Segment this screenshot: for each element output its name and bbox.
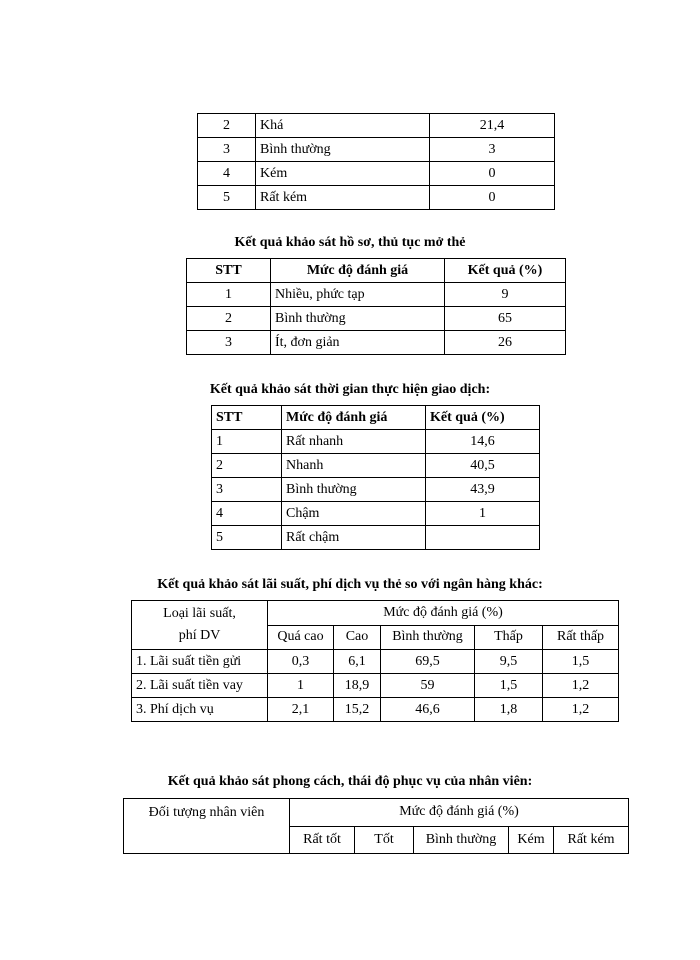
value-cell: 15,2 [334,698,381,722]
stt-cell: 3 [198,138,256,162]
value-cell: 1,8 [475,698,543,722]
table-row [198,186,555,210]
label-cell: Bình thường [256,138,430,162]
label-cell: 3. Phí dịch vụ [132,698,268,722]
value-cell: 21,4 [430,114,555,138]
table-header-row [187,259,566,283]
column-header: Rất thấp [543,625,619,650]
header-group: Mức độ đánh giá (%) [290,799,629,827]
column-header: Tốt [355,826,414,854]
table-row [132,698,619,722]
table-row [212,478,540,502]
table-row [187,331,566,355]
column-header: Kém [509,826,554,854]
header-result: Kết quả (%) [426,406,540,430]
table-row [187,283,566,307]
header-level: Mức độ đánh giá [271,259,445,283]
value-cell: 14,6 [426,430,540,454]
table-row [212,526,540,550]
label-cell: Chậm [282,502,426,526]
table4-title: Kết quả khảo sát lãi suất, phí dịch vụ thẻ so với ngân hàng khác: [157,577,543,592]
stt-cell: 4 [198,162,256,186]
value-cell: 18,9 [334,674,381,698]
column-header: Rất tốt [290,826,355,854]
label-cell: Rất kém [256,186,430,210]
value-cell: 59 [381,674,475,698]
label-cell: Kém [256,162,430,186]
value-cell: 1,2 [543,698,619,722]
value-cell: 40,5 [426,454,540,478]
column-header: Cao [334,625,381,650]
value-cell: 1 [268,674,334,698]
stt-cell: 3 [187,331,271,355]
label-cell: 1. Lãi suất tiền gửi [132,650,268,674]
header-group: Mức độ đánh giá (%) [268,601,619,626]
header-stt: STT [187,259,271,283]
value-cell: 3 [430,138,555,162]
value-cell: 9,5 [475,650,543,674]
table-row [132,650,619,674]
table-row [198,162,555,186]
table-header-row [132,601,619,626]
header-type [132,601,268,650]
table-row [187,307,566,331]
label-cell: Rất chậm [282,526,426,550]
stt-cell: 2 [198,114,256,138]
header-level: Mức độ đánh giá [282,406,426,430]
label-cell: Rất nhanh [282,430,426,454]
value-cell: 2,1 [268,698,334,722]
value-cell: 26 [445,331,566,355]
table-row [132,674,619,698]
table-row [212,454,540,478]
stt-cell: 2 [212,454,282,478]
value-cell: 1,2 [543,674,619,698]
stt-cell: 2 [187,307,271,331]
stt-cell: 5 [212,526,282,550]
header-stt: STT [212,406,282,430]
stt-cell: 3 [212,478,282,502]
label-cell: Ít, đơn giản [271,331,445,355]
table-transaction-time [211,405,540,550]
value-cell: 0,3 [268,650,334,674]
stt-cell: 1 [187,283,271,307]
table-row [198,114,555,138]
table-header-row [212,406,540,430]
header-type-line2: phí DV [178,628,221,643]
table2-title: Kết quả khảo sát hồ sơ, thủ tục mở thẻ [234,235,466,250]
table-rating-continued [197,113,555,210]
value-cell [426,526,540,550]
value-cell: 69,5 [381,650,475,674]
label-cell: Bình thường [271,307,445,331]
value-cell: 0 [430,186,555,210]
value-cell: 1 [426,502,540,526]
table-row [198,138,555,162]
table-row [212,430,540,454]
table-header-row [124,799,629,827]
stt-cell: 5 [198,186,256,210]
value-cell: 65 [445,307,566,331]
header-subject: Đối tượng nhân viên [124,799,290,854]
column-header: Thấp [475,625,543,650]
table3-title: Kết quả khảo sát thời gian thực hiện giao dịch: [209,382,491,397]
value-cell: 46,6 [381,698,475,722]
label-cell: Khá [256,114,430,138]
label-cell: Nhiều, phức tạp [271,283,445,307]
label-cell: Bình thường [282,478,426,502]
value-cell: 1,5 [543,650,619,674]
header-result: Kết quả (%) [445,259,566,283]
stt-cell: 4 [212,502,282,526]
label-cell: Nhanh [282,454,426,478]
stt-cell: 1 [212,430,282,454]
label-cell: 2. Lãi suất tiền vay [132,674,268,698]
table-row [212,502,540,526]
value-cell: 1,5 [475,674,543,698]
table5-title: Kết quả khảo sát phong cách, thái độ phục vụ của nhân viên: [167,774,533,789]
table-card-procedure [186,258,566,355]
table-interest-fees [131,600,619,722]
table-staff-attitude [123,798,629,854]
value-cell: 0 [430,162,555,186]
column-header: Bình thường [381,625,475,650]
value-cell: 43,9 [426,478,540,502]
column-header: Quá cao [268,625,334,650]
column-header: Bình thường [414,826,509,854]
column-header: Rất kém [554,826,629,854]
value-cell: 6,1 [334,650,381,674]
header-type-line1: Loại lãi suất, [163,606,236,621]
value-cell: 9 [445,283,566,307]
